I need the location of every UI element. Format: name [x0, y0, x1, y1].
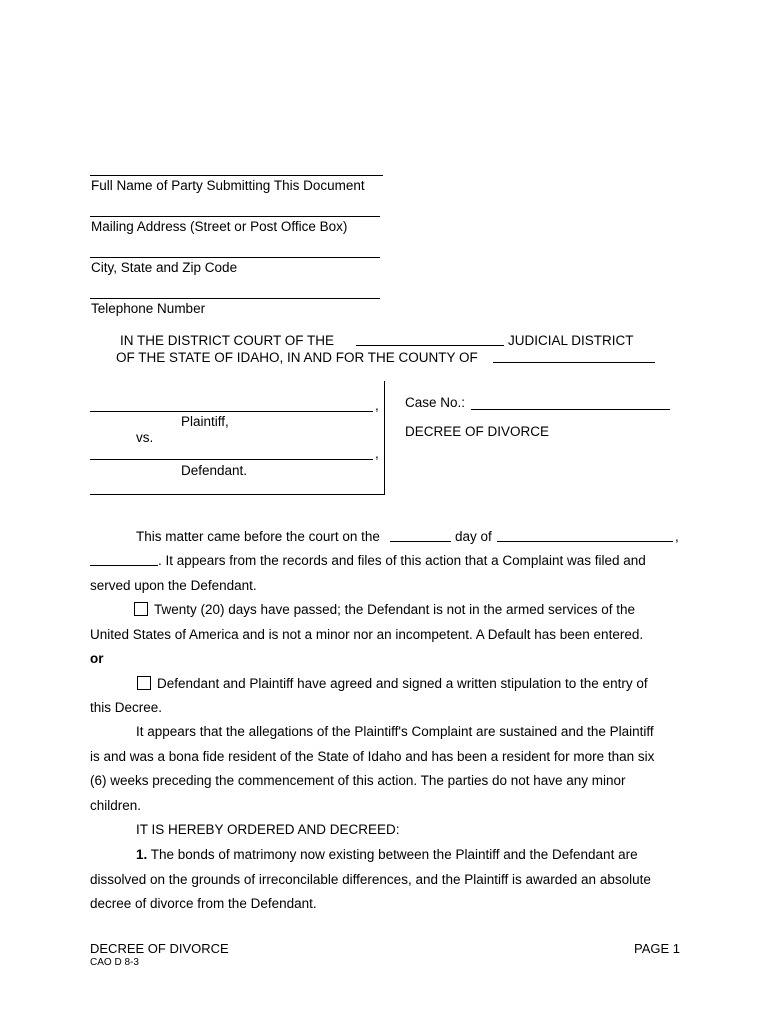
name-label: Full Name of Party Submitting This Document: [91, 178, 365, 193]
item-1-number: 1.: [136, 847, 148, 862]
default-checkbox[interactable]: [134, 602, 148, 616]
intro-text-b: day of: [455, 529, 492, 544]
city-label: City, State and Zip Code: [91, 260, 238, 275]
county-field[interactable]: [493, 348, 655, 363]
defendant-name-line[interactable]: [90, 459, 373, 460]
address-label: Mailing Address (Street or Post Office Box): [91, 219, 348, 234]
case-no-label: Case No.:: [405, 395, 466, 410]
allegations-text-1: It appears that the allegations of the Plaintiff's Complaint are sustained and the Plaintiff: [136, 724, 654, 739]
phone-label: Telephone Number: [91, 301, 206, 316]
judicial-district-field[interactable]: [356, 331, 504, 346]
default-text-2: United States of America and is not a minor nor an incompetent. A Default has been entered.: [90, 627, 644, 642]
case-no-field[interactable]: [471, 395, 670, 410]
item-1-line-1: [136, 847, 638, 862]
or-label: or: [90, 651, 104, 666]
day-field[interactable]: [390, 527, 451, 542]
default-text: Twenty (20) days have passed; the Defendant is not in the armed services of the: [154, 602, 636, 617]
vs-label: vs.: [136, 430, 154, 445]
caption-bottom-border: [90, 494, 385, 495]
footer-code: CAO D 8-3: [90, 957, 139, 968]
intro-text-a: This matter came before the court on the: [136, 529, 380, 544]
ordered-heading: IT IS HEREBY ORDERED AND DECREED:: [136, 822, 400, 837]
option-default: [134, 602, 635, 617]
city-line[interactable]: [90, 257, 380, 258]
item-1-line-3: decree of divorce from the Defendant.: [90, 896, 317, 911]
year-field[interactable]: [90, 551, 158, 566]
phone-line[interactable]: [90, 298, 380, 299]
plaintiff-name-line[interactable]: [90, 411, 373, 412]
court-line-2: OF THE STATE OF IDAHO, IN AND FOR THE COUNTY OF: [116, 350, 478, 365]
intro-comma: ,: [675, 529, 679, 544]
stipulation-text-2: this Decree.: [90, 700, 163, 715]
court-line-1b: JUDICIAL DISTRICT: [508, 333, 634, 348]
footer-title: DECREE OF DIVORCE: [90, 941, 229, 956]
plaintiff-comma: ,: [375, 398, 379, 413]
allegations-text-3: (6) weeks preceding the commencement of this action. The parties do not have any minor: [90, 773, 626, 788]
court-line-1a: IN THE DISTRICT COURT OF THE: [120, 333, 335, 348]
document-title: DECREE OF DIVORCE: [405, 424, 550, 439]
defendant-comma: ,: [375, 446, 379, 461]
name-line[interactable]: [90, 175, 383, 176]
caption-divider: [384, 381, 385, 495]
stipulation-checkbox[interactable]: [137, 676, 151, 690]
address-line[interactable]: [90, 216, 380, 217]
allegations-text-4: children.: [90, 798, 142, 813]
footer-page: PAGE 1: [634, 941, 681, 956]
month-field[interactable]: [497, 527, 673, 542]
plaintiff-label: Plaintiff,: [181, 414, 229, 429]
defendant-label: Defendant.: [181, 463, 248, 478]
served-text: served upon the Defendant.: [90, 578, 257, 593]
stipulation-text: Defendant and Plaintiff have agreed and signed a written stipulation to the entry of: [157, 676, 648, 691]
item-1-text: The bonds of matrimony now existing between the Plaintiff and the Defendant are: [150, 847, 638, 862]
records-text: . It appears from the records and files of this action that a Complaint was filed and: [158, 553, 646, 568]
allegations-text-2: is and was a bona fide resident of the State of Idaho and has been a resident for more than six: [90, 749, 655, 764]
item-1-line-2: dissolved on the grounds of irreconcilable differences, and the Plaintiff is awarded an absolute: [90, 872, 651, 887]
option-stipulation: [137, 676, 648, 691]
